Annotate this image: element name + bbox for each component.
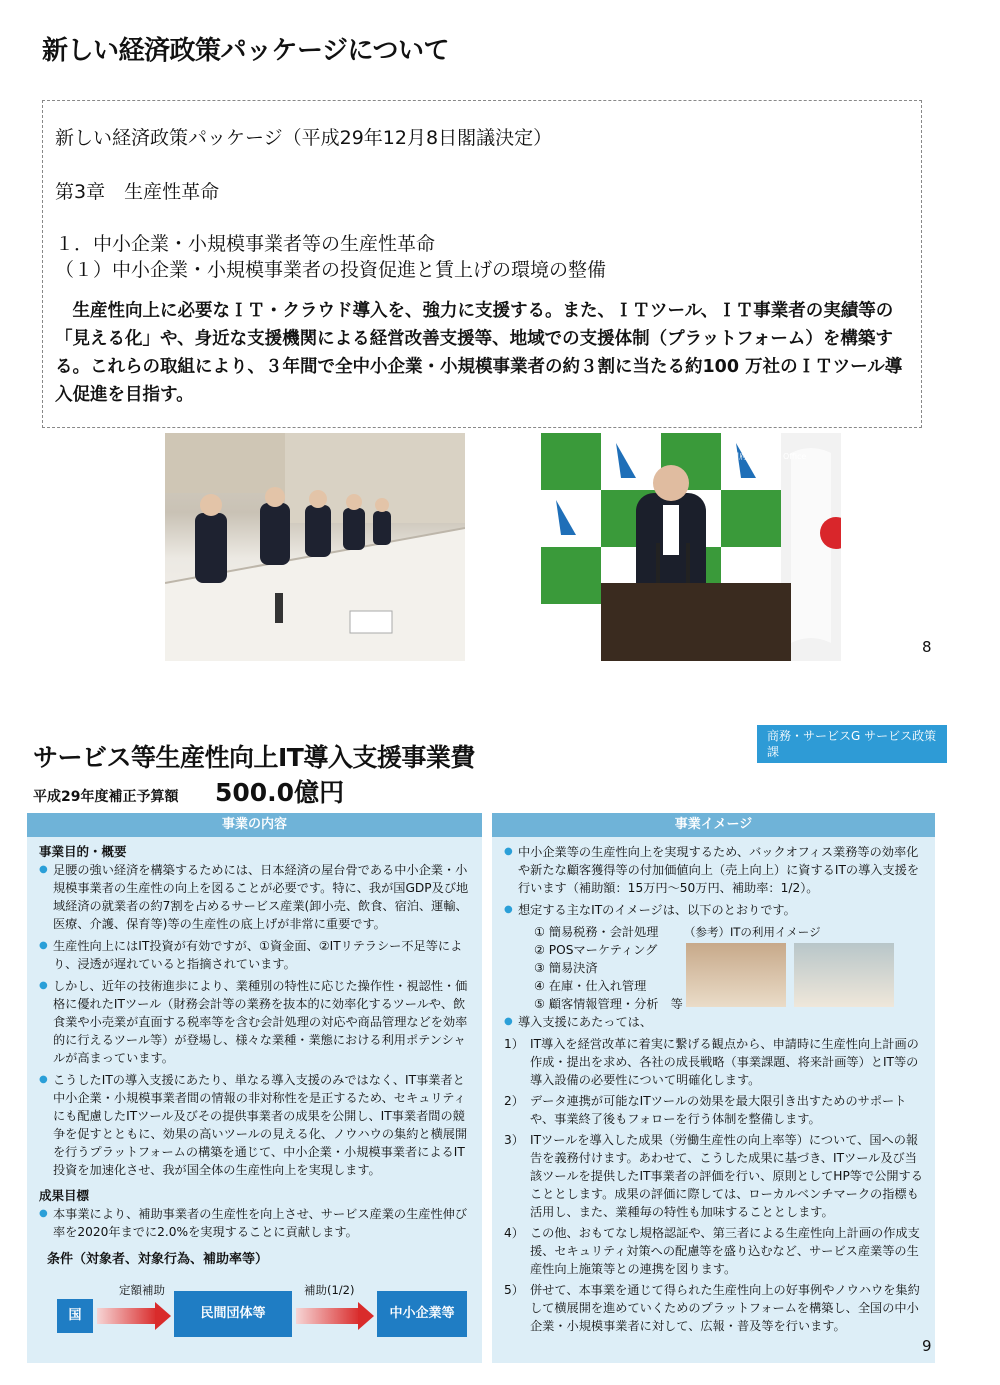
support-item-4 <box>504 1224 925 1278</box>
support-item-number: 2） <box>504 1094 524 1108</box>
goal-bullet: ● 本事業により、補助事業者の生産性を向上させ、サービス産業の生産性伸び率を2020年までに2.0%を実現することに貢献します。 <box>39 1205 472 1241</box>
support-item-number: 1） <box>504 1037 524 1051</box>
meeting-photo <box>165 433 465 661</box>
quote-line-3: １．中小企業・小規模事業者等の生産性革命 <box>55 233 436 255</box>
panel-header-left: 事業の内容 <box>27 813 482 837</box>
purpose-bullet: ● しかし、近年の技術進歩により、業種別の特性に応じた操作性・視認性・価格に優れたITツール（財務会計等の業務を抜本的に効率化するツールや、飲食業や小売業が直面する税率等を含む会計処理の対応や商品管理などを効率的に行えるツール等）が登場し、様々な業種・業態における利用ポテンシャルが高まっています。 <box>39 977 472 1067</box>
reference-label: （参考）ITの利用イメージ <box>684 925 821 939</box>
subsidy-flow-diagram <box>39 1281 472 1341</box>
flow-arrowhead-2 <box>358 1302 374 1330</box>
support-item-text: IT導入を経営改革に着実に繋げる観点から、申請時に生産性向上計画の作成・提出を求め、各社の成長戦略（事業課題、将来計画等）とIT等の導入設備の必要性について明確化します。 <box>530 1037 919 1087</box>
flow-arrow-label-2: 補助(1/2) <box>304 1283 355 1297</box>
page-title-2: サービス等生産性向上IT導入支援事業費 <box>33 743 475 772</box>
flow-arrowhead-1 <box>155 1302 171 1330</box>
page-title: 新しい経済政策パッケージについて <box>42 36 449 66</box>
quote-line-2: 第3章 生産性革命 <box>55 181 220 203</box>
contact-dept: 商務・サービスG サービス政策課 <box>767 729 937 759</box>
support-item-text: ITツールを導入した成果（労働生産性の向上率等）について、国への報告を義務付けます。あわせて、こうした成果に基づき、ITツール及び当該ツールを提供したIT事業者の評価を行い、原則としてHP等で公開することとします。成果の評価に際しては、ローカルベンチマークの指標も活用し、また、業種毎の特性も加味することとします。 <box>530 1133 923 1219</box>
purpose-bullet: ● 足腰の強い経済を構築するためには、日本経済の屋台骨である中小企業・小規模事業者の生産性の向上を図ることが必要です。特に、我が国GDP及び地域経済の就業者の約7割を占めるサービス産業(卸小売、飲食、宿泊、運輸、医療、介護、保育等)等の生産性の底上げが非常に重要です。 <box>39 861 472 933</box>
purpose-bullet: ● 生産性向上にはIT投資が有効ですが、①資金面、②ITリテラシー不足等により、浸透が遅れていると指摘されています。 <box>39 937 472 973</box>
support-item-text: 併せて、本事業を通じて得られた生産性向上の好事例やノウハウを集約して横展開を進めていくためのプラットフォームを構築し、全国の中小企業・小規模事業者に対して、広報・普及等を行います。 <box>530 1283 920 1333</box>
contact-phone: 03-3580-3922 <box>767 761 853 775</box>
quote-line-4: （１）中小企業・小規模事業者の投資促進と賃上げの環境の整備 <box>55 259 607 281</box>
support-item-2 <box>504 1092 925 1128</box>
support-item-number: 5） <box>504 1283 524 1297</box>
flow-box-sme: 中小企業等 <box>377 1291 467 1337</box>
budget-label: 平成29年度補正予算額 <box>33 789 179 805</box>
budget-value: 500.0億円 <box>215 778 345 807</box>
flow-box-private-org: 民間団体等 <box>174 1291 292 1337</box>
project-content-panel <box>27 813 482 1363</box>
support-item-number: 3） <box>504 1133 524 1147</box>
policy-quote-box <box>42 100 922 428</box>
support-item-5 <box>504 1281 925 1335</box>
cabinet-office-sign: 内閣府 Cabinet Office <box>723 452 807 461</box>
page-number-9: 9 <box>922 1337 932 1355</box>
it-item: ④ 在庫・仕入れ管理 <box>534 979 647 993</box>
press-conference-photo <box>541 433 841 661</box>
project-image-panel <box>492 813 935 1363</box>
quote-line-1: 新しい経済政策パッケージ（平成29年12月8日閣議決定） <box>55 127 553 149</box>
it-item: ③ 簡易決済 <box>534 961 598 975</box>
panel-header-right: 事業イメージ <box>492 813 935 837</box>
image-bullet-3: ● 導入支援にあたっては、 <box>504 1013 925 1031</box>
image-bullet-2: ● 想定する主なITのイメージは、以下のとおりです。 <box>504 901 925 919</box>
flow-arrow-label-1: 定額補助 <box>119 1283 165 1297</box>
goal-heading: 成果目標 <box>39 1188 90 1203</box>
contact-badge <box>757 725 947 775</box>
it-usage-photo-2 <box>794 943 894 1007</box>
quote-body: 生産性向上に必要なＩＴ・クラウド導入を、強力に支援する。また、ＩＴツール、ＩＴ事業者の実績等の「見える化」や、身近な支援機関による経営改善支援等、地域での支援体制（プラットフォーム）を構築する。これらの取組により、３年間で全中小企業・小規模事業者の約３割に当たる約100 万社のＩＴツール導入促進を目指す。 <box>55 301 903 405</box>
support-item-text: この他、おもてなし規格認証や、第三者による生産性向上計画の作成支援、セキュリティ対策への配慮等を盛り込むなど、サービス産業等の生産性向上施策等との連携を図ります。 <box>530 1226 920 1276</box>
purpose-bullet: ● こうしたITの導入支援にあたり、単なる導入支援のみではなく、IT事業者と中小企業・小規模事業者間の情報の非対称性を是正するため、セキュリティにも配慮したITツール及びその提供事業者の成果を公開し、IT事業者間の競争を促すとともに、効果の高いツールの見える化、ノウハウの集約と横展開を行うプラットフォームの構築を通じて、中小企業・小規模事業者によるIT投資を加速化させ、我が国全体の生産性向上を実現します。 <box>39 1071 472 1179</box>
it-item: ① 簡易税務・会計処理 <box>534 925 659 939</box>
support-item-number: 4） <box>504 1226 524 1240</box>
it-item: ⑤ 顧客情報管理・分析 等 <box>534 997 683 1011</box>
support-item-text: データ連携が可能なITツールの効果を最大限引き出すためのサポートや、事業終了後もフォローを行う体制を整備します。 <box>530 1094 907 1126</box>
purpose-heading: 事業目的・概要 <box>39 844 127 859</box>
page-number-8: 8 <box>922 638 932 656</box>
support-item-3 <box>504 1131 925 1221</box>
flow-arrow-2 <box>296 1308 360 1324</box>
flow-box-government: 国 <box>57 1299 93 1333</box>
flow-arrow-1 <box>97 1308 157 1324</box>
support-item-1 <box>504 1035 925 1089</box>
image-bullet-1: ● 中小企業等の生産性向上を実現するため、バックオフィス業務等の効率化や新たな顧客獲得等の付加価値向上（売上向上）に資するITの導入支援を行います（補助額：15万円〜50万円、補助率：1/2）。 <box>504 843 925 897</box>
conditions-heading: 条件（対象者、対象行為、補助率等） <box>47 1252 269 1267</box>
it-item: ② POSマーケティング <box>534 943 658 957</box>
it-usage-photo-1 <box>686 943 786 1007</box>
